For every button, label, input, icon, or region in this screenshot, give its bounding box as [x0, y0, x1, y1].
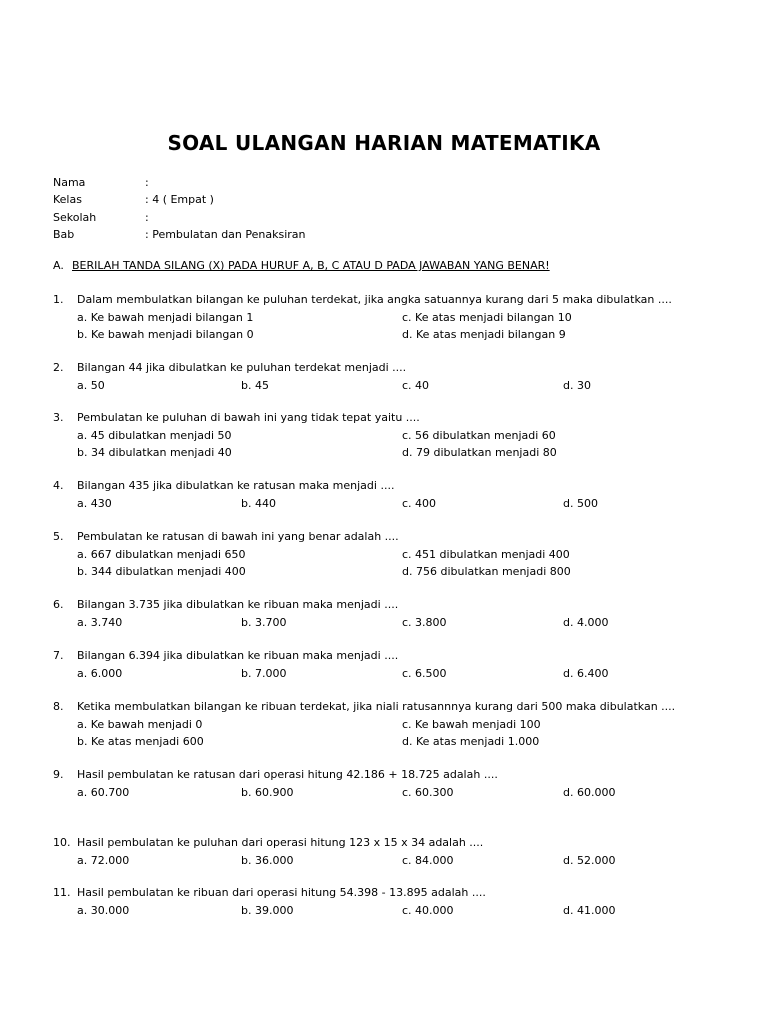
info-row-sekolah [53, 209, 306, 226]
option-d: d. 41.000 [563, 903, 616, 917]
info-label: Sekolah [53, 210, 97, 224]
option-a: a. 30.000 [77, 903, 130, 917]
option-a: a. 60.700 [77, 785, 130, 799]
question-7 [53, 647, 753, 682]
section-letter: A. [53, 259, 64, 272]
info-value: : Pembulatan dan Penaksiran [145, 227, 306, 241]
question-text: Hasil pembulatan ke puluhan dari operasi hitung 123 x 15 x 34 adalah .... [77, 836, 484, 849]
option-b: b. 440 [241, 496, 276, 510]
option-a: a. Ke bawah menjadi 0 [77, 717, 203, 731]
option-b: b. Ke atas menjadi 600 [77, 735, 204, 748]
question-number: 6. [53, 598, 64, 611]
option-c: c. 3.800 [402, 615, 447, 629]
question-11 [53, 884, 753, 919]
question-text: Bilangan 44 jika dibulatkan ke puluhan terdekat menjadi .... [77, 361, 407, 374]
option-a: a. 50 [77, 378, 105, 392]
question-4 [53, 477, 753, 512]
info-label: Bab [53, 227, 75, 241]
option-c: c. 451 dibulatkan menjadi 400 [402, 547, 570, 561]
question-9 [53, 766, 753, 801]
question-number: 4. [53, 479, 64, 492]
option-c: c. 40 [402, 378, 430, 392]
question-6 [53, 596, 753, 631]
info-value: : [145, 176, 149, 189]
question-8 [53, 698, 753, 751]
question-number: 10. [53, 836, 71, 849]
option-d: d. 4.000 [563, 615, 609, 629]
option-b: b. 45 [241, 378, 269, 392]
question-number: 3. [53, 411, 64, 424]
option-b: b. Ke bawah menjadi bilangan 0 [77, 328, 254, 341]
option-b: b. 60.900 [241, 785, 294, 799]
option-c: c. 6.500 [402, 666, 447, 680]
option-b: b. 34 dibulatkan menjadi 40 [77, 446, 232, 459]
question-number: 9. [53, 768, 64, 781]
question-number: 1. [53, 293, 64, 306]
option-c: c. 56 dibulatkan menjadi 60 [402, 428, 556, 442]
question-1 [53, 291, 753, 344]
option-a: a. 6.000 [77, 666, 123, 680]
question-text: Hasil pembulatan ke ratusan dari operasi hitung 42.186 + 18.725 adalah .... [77, 768, 498, 781]
option-d: d. 756 dibulatkan menjadi 800 [402, 565, 571, 578]
option-a: a. 72.000 [77, 853, 130, 867]
option-d: d. 60.000 [563, 785, 616, 799]
question-text: Dalam membulatkan bilangan ke puluhan terdekat, jika angka satuannya kurang dari 5 maka dibulatkan .... [77, 293, 672, 306]
question-text: Ketika membulatkan bilangan ke ribuan terdekat, jika niali ratusannnya kurang dari 500 maka dibulatkan .... [77, 700, 676, 713]
question-5 [53, 528, 753, 581]
info-row-bab [53, 226, 306, 243]
option-b: b. 36.000 [241, 853, 294, 867]
option-d: d. 79 dibulatkan menjadi 80 [402, 446, 557, 459]
option-a: a. 45 dibulatkan menjadi 50 [77, 428, 232, 442]
option-a: a. 430 [77, 496, 112, 510]
question-2 [53, 359, 753, 394]
option-d: d. Ke atas menjadi 1.000 [402, 735, 540, 748]
option-a: a. 667 dibulatkan menjadi 650 [77, 547, 246, 561]
info-label: Kelas [53, 193, 82, 207]
option-c: c. 400 [402, 496, 437, 510]
question-text: Pembulatan ke ratusan di bawah ini yang benar adalah .... [77, 530, 399, 543]
option-d: d. 6.400 [563, 666, 609, 680]
question-text: Bilangan 6.394 jika dibulatkan ke ribuan maka menjadi .... [77, 649, 399, 662]
info-value: : 4 ( Empat ) [145, 193, 214, 207]
question-number: 8. [53, 700, 64, 713]
question-10 [53, 834, 753, 869]
option-d: d. Ke atas menjadi bilangan 9 [402, 328, 566, 341]
question-text: Pembulatan ke puluhan di bawah ini yang tidak tepat yaitu .... [77, 411, 420, 424]
option-b: b. 39.000 [241, 903, 294, 917]
info-row-nama [53, 174, 306, 191]
info-label: Nama [53, 176, 86, 189]
info-row-kelas [53, 191, 306, 208]
option-a: a. Ke bawah menjadi bilangan 1 [77, 310, 254, 324]
question-number: 2. [53, 361, 64, 374]
option-c: c. 60.300 [402, 785, 454, 799]
option-d: d. 500 [563, 496, 598, 510]
option-d: d. 52.000 [563, 853, 616, 867]
option-b: b. 3.700 [241, 615, 287, 629]
question-number: 11. [53, 886, 71, 899]
info-value: : [145, 210, 149, 224]
option-d: d. 30 [563, 378, 591, 392]
option-c: c. Ke atas menjadi bilangan 10 [402, 310, 572, 324]
question-3 [53, 409, 753, 462]
option-c: c. Ke bawah menjadi 100 [402, 717, 541, 731]
question-text: Bilangan 435 jika dibulatkan ke ratusan maka menjadi .... [77, 479, 395, 492]
option-c: c. 40.000 [402, 903, 454, 917]
option-c: c. 84.000 [402, 853, 454, 867]
section-instruction [53, 257, 550, 275]
page-title: SOAL ULANGAN HARIAN MATEMATIKA [167, 131, 601, 155]
question-text: Hasil pembulatan ke ribuan dari operasi hitung 54.398 - 13.895 adalah .... [77, 886, 486, 899]
student-info [53, 174, 306, 243]
question-number: 7. [53, 649, 64, 662]
option-b: b. 344 dibulatkan menjadi 400 [77, 565, 246, 578]
instruction-text: BERILAH TANDA SILANG (X) PADA HURUF A, B, C ATAU D PADA JAWABAN YANG BENAR! [72, 259, 550, 272]
option-b: b. 7.000 [241, 666, 287, 680]
option-a: a. 3.740 [77, 615, 123, 629]
question-number: 5. [53, 530, 64, 543]
question-text: Bilangan 3.735 jika dibulatkan ke ribuan maka menjadi .... [77, 598, 399, 611]
